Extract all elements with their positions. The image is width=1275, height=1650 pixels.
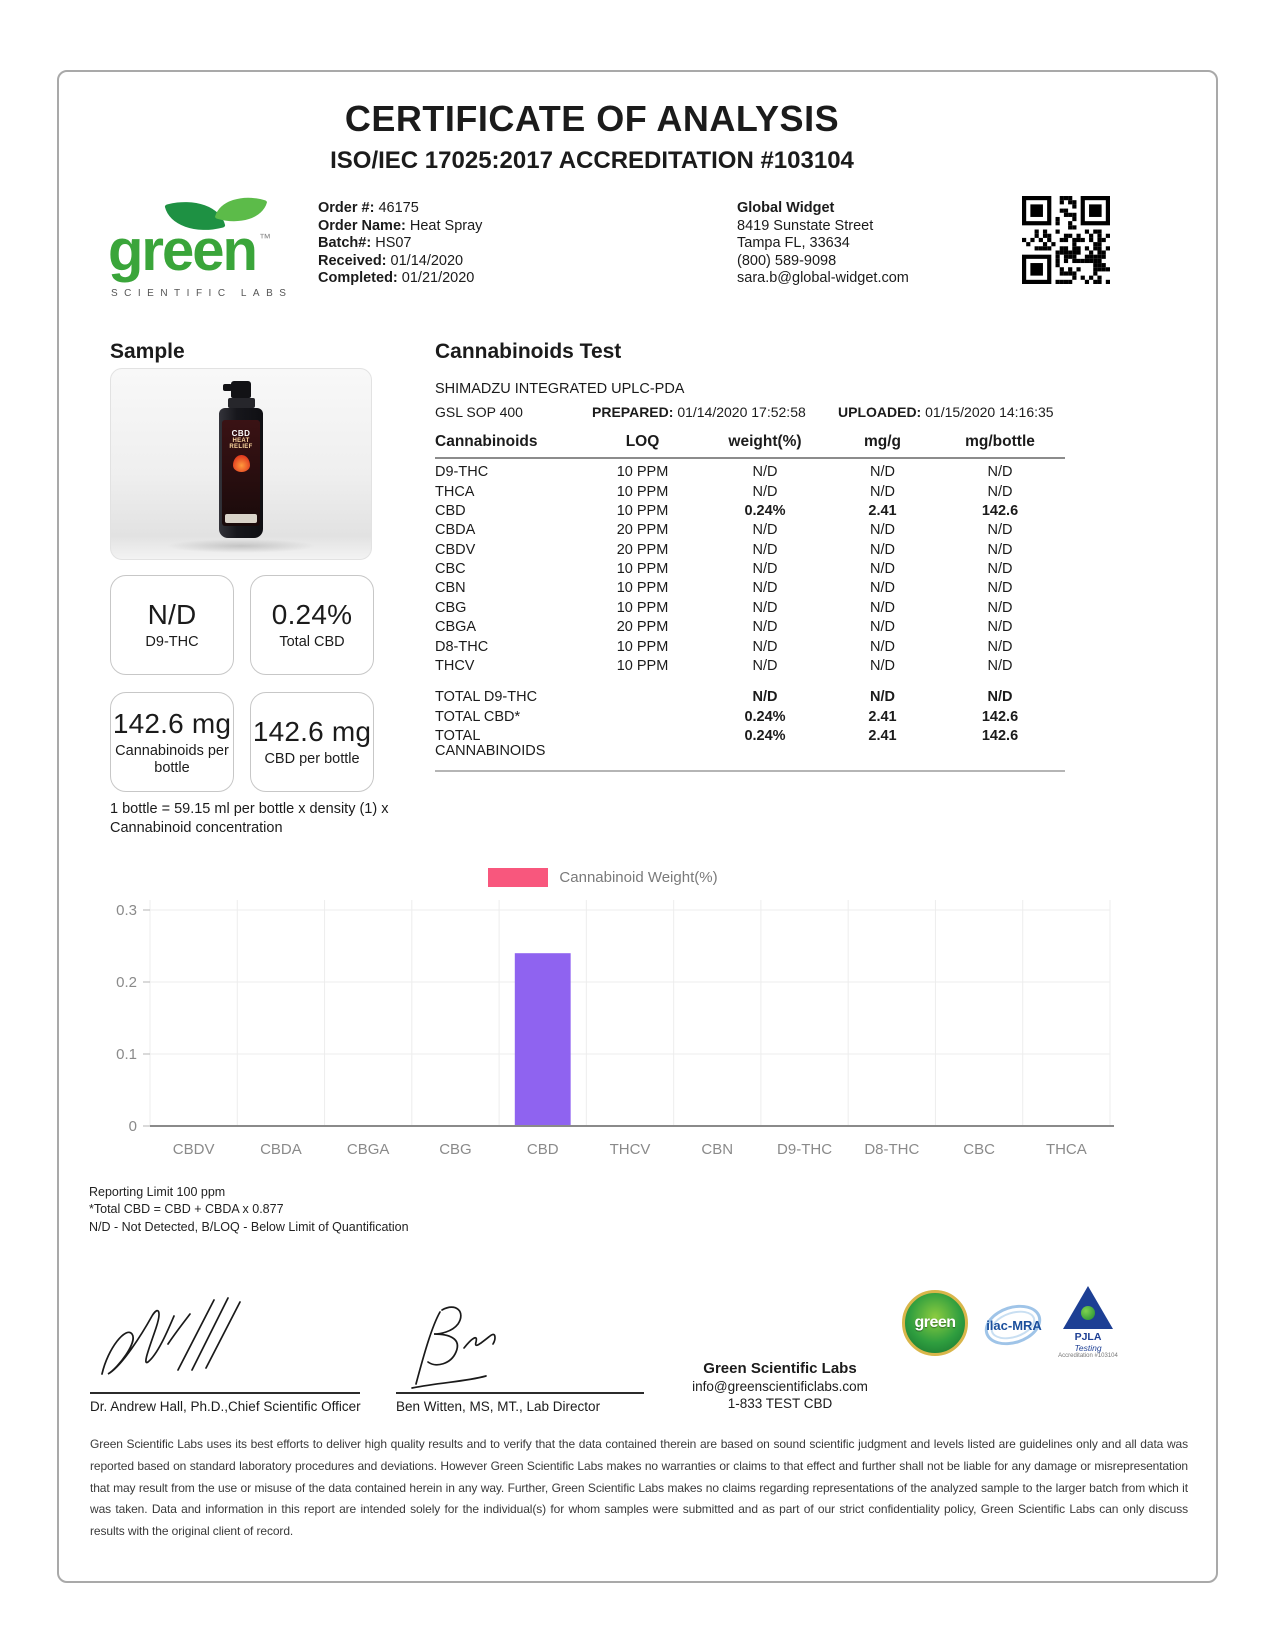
client-info-line: (800) 589-9098: [737, 252, 837, 269]
signature-line: [90, 1392, 360, 1394]
table-total-row: [435, 708, 1065, 727]
column-header: LOQ: [625, 433, 660, 450]
analyte-name: CBGA: [435, 619, 477, 636]
order-info-label: Received:: [318, 252, 387, 269]
total-mg-per-bottle: N/D: [987, 689, 1013, 706]
table-total-row: [435, 688, 1065, 707]
mg-per-g: N/D: [870, 464, 895, 481]
summary-value: N/D: [147, 599, 197, 630]
order-info-value: Heat Spray: [409, 217, 483, 234]
signature-ben-witten: [398, 1298, 528, 1394]
loq-value: 10 PPM: [616, 657, 669, 674]
mg-per-g: N/D: [870, 561, 895, 578]
bottle-label-line2: HEAT RELIEF: [229, 438, 253, 450]
summary-box: [110, 575, 234, 675]
mg-per-bottle: N/D: [987, 638, 1013, 655]
order-info-line: [318, 270, 482, 288]
table-row: [435, 637, 1065, 656]
svg-text:CBD: CBD: [526, 1141, 559, 1158]
weight-percent: N/D: [752, 619, 778, 636]
cannabinoid-weight-chart: [88, 866, 1118, 1166]
total-mg-per-g: 2.41: [868, 728, 897, 745]
instrument-name: SHIMADZU INTEGRATED UPLC-PDA: [435, 381, 685, 397]
order-info-line: [318, 200, 482, 218]
report-notes: [89, 1184, 409, 1236]
mg-per-g: N/D: [870, 657, 895, 674]
summary-value: 0.24%: [271, 599, 353, 630]
order-info-label: Order Name:: [318, 217, 406, 234]
lab-email: info@greenscientificlabs.com: [692, 1378, 868, 1394]
test-section-heading: Cannabinoids Test: [435, 340, 622, 363]
table-row: [435, 521, 1065, 540]
mg-per-g: N/D: [870, 619, 895, 636]
lab-contact-info: [652, 1360, 908, 1413]
qr-code: [1022, 196, 1110, 284]
mg-per-g: N/D: [870, 638, 895, 655]
client-info-line: sara.b@global-widget.com: [737, 270, 909, 286]
accreditation-subtitle: ISO/IEC 17025:2017 ACCREDITATION #103104: [330, 147, 854, 174]
table-row: [435, 502, 1065, 521]
svg-text:0: 0: [128, 1118, 137, 1135]
green-seal-text: green: [914, 1314, 956, 1331]
loq-value: 10 PPM: [616, 599, 669, 616]
weight-percent: N/D: [752, 657, 778, 674]
svg-text:CBDA: CBDA: [260, 1141, 302, 1158]
accreditation-badges: [902, 1286, 1117, 1366]
flame-icon: [233, 455, 250, 472]
summary-box: [250, 692, 374, 792]
sample-section-heading: Sample: [110, 340, 185, 363]
signatory-title: Dr. Andrew Hall, Ph.D.,Chief Scientific Officer: [90, 1399, 361, 1414]
logo-text: green: [108, 218, 256, 283]
report-note-line: N/D - Not Detected, B/LOQ - Below Limit of Quantification: [89, 1219, 409, 1234]
mg-per-g: N/D: [870, 541, 895, 558]
bar-chart: [88, 896, 1118, 1166]
client-name: Global Widget: [737, 200, 835, 216]
mg-per-bottle: N/D: [987, 580, 1013, 597]
svg-text:CBGA: CBGA: [346, 1141, 390, 1158]
loq-value: 10 PPM: [616, 483, 669, 500]
weight-percent: 0.24%: [744, 502, 786, 519]
weight-percent: N/D: [752, 561, 778, 578]
svg-text:D9-THC: D9-THC: [777, 1141, 833, 1158]
test-meta-row: [435, 404, 1065, 420]
weight-percent: N/D: [752, 638, 778, 655]
ilac-mra-text: ilac-MRA: [986, 1318, 1042, 1333]
sop-reference: GSL SOP 400: [435, 404, 523, 420]
analyte-name: CBDV: [435, 541, 476, 558]
signatory-title: Ben Witten, MS, MT., Lab Director: [396, 1399, 601, 1414]
table-row: [435, 482, 1065, 501]
prepared-value: 01/14/2020 17:52:58: [677, 404, 806, 420]
order-info: [318, 200, 482, 288]
order-info-label: Completed:: [318, 270, 398, 286]
report-note-line: *Total CBD = CBD + CBDA x 0.877: [89, 1202, 284, 1217]
order-info-value: 01/14/2020: [390, 252, 464, 269]
ilac-mra-badge: [978, 1302, 1050, 1350]
total-mg-per-g: 2.41: [868, 708, 897, 725]
column-header: weight(%): [728, 433, 802, 450]
spray-nozzle: [231, 381, 251, 398]
order-info-line: [318, 253, 482, 271]
svg-text:0.1: 0.1: [116, 1046, 137, 1063]
analyte-name: THCA: [435, 483, 475, 500]
green-scientific-labs-logo: [108, 198, 323, 302]
weight-percent: N/D: [752, 599, 778, 616]
analyte-name: THCV: [435, 657, 475, 674]
analyte-name: CBD: [435, 502, 466, 519]
svg-text:CBG: CBG: [439, 1141, 472, 1158]
weight-percent: N/D: [752, 464, 778, 481]
green-seal-badge: [902, 1290, 968, 1356]
total-weight-percent: 0.24%: [744, 728, 786, 745]
bottle-label: [222, 420, 260, 526]
analyte-name: CBDA: [435, 522, 476, 539]
legend-label: Cannabinoid Weight(%): [559, 868, 718, 886]
summary-label: D9-THC: [145, 634, 199, 650]
prepared-label: PREPARED:: [592, 404, 674, 420]
bottle-label-line1: CBD: [231, 429, 251, 438]
column-header: Cannabinoids: [435, 433, 538, 450]
bottle-calculation-note: 1 bottle = 59.15 ml per bottle x density (1) x Cannabinoid concentration: [110, 801, 389, 836]
client-info-line: 8419 Sunstate Street: [737, 217, 874, 234]
order-info-label: Order #:: [318, 200, 375, 216]
sample-photo: [110, 368, 372, 560]
loq-value: 20 PPM: [616, 541, 669, 558]
weight-percent: N/D: [752, 522, 778, 539]
chart-legend: [88, 866, 1118, 888]
order-info-value: HS07: [375, 235, 412, 251]
table-row: [435, 560, 1065, 579]
table-row: [435, 657, 1065, 676]
uploaded-timestamp: [838, 404, 1054, 420]
legend-swatch: [488, 868, 548, 887]
table-header-row: [435, 433, 1065, 459]
total-loq-empty: [585, 729, 700, 759]
table-row: [435, 579, 1065, 598]
mg-per-bottle: N/D: [987, 522, 1013, 539]
total-weight-percent: 0.24%: [744, 708, 786, 725]
mg-per-bottle: N/D: [987, 599, 1013, 616]
mg-per-bottle: N/D: [987, 561, 1013, 578]
bottle-label-band: [225, 514, 257, 523]
total-loq-empty: [585, 690, 700, 705]
globe-icon: [1081, 1306, 1095, 1320]
svg-text:0.3: 0.3: [116, 902, 137, 919]
total-weight-percent: N/D: [752, 689, 778, 706]
pjla-triangle-icon: [1063, 1286, 1113, 1329]
signature-andrew-hall: [92, 1282, 252, 1394]
mg-per-bottle: N/D: [987, 657, 1013, 674]
svg-text:0.2: 0.2: [116, 974, 137, 991]
client-info: [737, 200, 909, 288]
order-info-value: 46175: [378, 200, 419, 216]
analyte-name: D8-THC: [435, 638, 489, 655]
summary-boxes: [110, 575, 376, 792]
pjla-subtitle: Testing: [1074, 1343, 1102, 1353]
total-mg-per-bottle: 142.6: [981, 728, 1019, 745]
svg-text:D8-THC: D8-THC: [864, 1141, 920, 1158]
summary-label: CBD per bottle: [264, 751, 360, 767]
logo-tagline: SCIENTIFIC LABS: [111, 288, 293, 299]
svg-text:CBN: CBN: [701, 1141, 734, 1158]
spray-bottle: [218, 381, 264, 546]
mg-per-g: N/D: [870, 483, 895, 500]
column-header: mg/bottle: [965, 433, 1035, 450]
lab-phone: 1-833 TEST CBD: [727, 1396, 833, 1411]
trademark-symbol: ™: [258, 231, 271, 245]
total-mg-per-g: N/D: [870, 689, 895, 706]
analyte-name: CBC: [435, 561, 466, 578]
cannabinoids-table: [435, 433, 1065, 772]
page-title: CERTIFICATE OF ANALYSIS: [344, 98, 840, 139]
summary-label: Total CBD: [279, 634, 345, 650]
mg-per-bottle: N/D: [987, 619, 1013, 636]
order-info-value: 01/21/2020: [401, 270, 475, 286]
mg-per-g: N/D: [870, 522, 895, 539]
pjla-name: PJLA: [1074, 1331, 1102, 1343]
loq-value: 10 PPM: [616, 502, 669, 519]
total-name: TOTAL CBD*: [435, 708, 521, 725]
analyte-name: D9-THC: [435, 464, 489, 481]
summary-box: [250, 575, 374, 675]
order-info-label: Batch#:: [318, 235, 372, 251]
weight-percent: N/D: [752, 580, 778, 597]
summary-box: [110, 692, 234, 792]
mg-per-bottle: 142.6: [981, 502, 1019, 519]
weight-percent: N/D: [752, 541, 778, 558]
loq-value: 10 PPM: [616, 464, 669, 481]
analyte-name: CBN: [435, 580, 466, 597]
table-row: [435, 599, 1065, 618]
mg-per-g: N/D: [870, 599, 895, 616]
order-info-line: [318, 218, 482, 236]
pjla-accreditation: Accreditation #103104: [1058, 1353, 1118, 1359]
total-loq-empty: [585, 710, 700, 725]
uploaded-value: 01/15/2020 14:16:35: [925, 404, 1054, 420]
table-total-row: [435, 727, 1065, 761]
client-info-line: Tampa FL, 33634: [737, 235, 850, 251]
loq-value: 10 PPM: [616, 638, 669, 655]
cannabinoids-test-section: [435, 340, 1065, 772]
document-header: [57, 98, 1127, 175]
mg-per-g: N/D: [870, 580, 895, 597]
total-name: TOTAL D9-THC: [435, 689, 538, 706]
loq-value: 10 PPM: [616, 580, 669, 597]
order-info-line: [318, 235, 482, 253]
loq-value: 10 PPM: [616, 561, 669, 578]
table-row: [435, 541, 1065, 560]
svg-text:CBC: CBC: [963, 1141, 995, 1158]
analyte-name: CBG: [435, 599, 467, 616]
mg-per-bottle: N/D: [987, 483, 1013, 500]
total-mg-per-bottle: 142.6: [981, 708, 1019, 725]
total-name: TOTAL CANNABINOIDS: [435, 728, 546, 760]
table-row: [435, 618, 1065, 637]
report-note-line: Reporting Limit 100 ppm: [89, 1185, 226, 1199]
bottle-body: [219, 408, 263, 538]
svg-text:THCV: THCV: [609, 1141, 651, 1158]
prepared-timestamp: [592, 404, 838, 420]
mg-per-bottle: N/D: [987, 541, 1013, 558]
signature-line: [396, 1392, 644, 1394]
weight-percent: N/D: [752, 483, 778, 500]
svg-text:THCA: THCA: [1045, 1141, 1087, 1158]
bottle-cap: [228, 398, 255, 408]
loq-value: 20 PPM: [616, 522, 669, 539]
uploaded-label: UPLOADED:: [838, 404, 922, 420]
legal-disclaimer: Green Scientific Labs uses its best efforts to deliver high quality results and to verify that the data contained therein are based on sound scientific judgment and levels listed are guidelines only and all data was reported based on standard laboratory procedures and deviations. However Green Scientific Labs makes no warranties or claims to that effect and further shall not be liable for any damage or misrepresentation that may result from the use or misuse of the data contained herein in any way. Further, Green Scientific Labs makes no claims regarding representations of the analyzed sample to the larger batch from which it was taken. Data and information in this report are intended solely for the individual(s) for whom samples were submitted and as part of our strict confidentiality policy, Green Scientific Labs can only discuss results with the original client of record.: [90, 1437, 1188, 1539]
summary-value: 142.6 mg: [112, 707, 232, 739]
mg-per-bottle: N/D: [987, 464, 1013, 481]
logo-wordmark: [108, 218, 271, 283]
mg-per-g: 2.41: [868, 502, 897, 519]
column-header: mg/g: [863, 433, 902, 450]
summary-value: 142.6 mg: [252, 716, 372, 747]
svg-text:CBDV: CBDV: [172, 1141, 215, 1158]
summary-label: Cannabinoids per bottle: [115, 742, 229, 776]
table-row: [435, 463, 1065, 482]
lab-name: Green Scientific Labs: [703, 1360, 857, 1377]
pjla-badge: [1058, 1286, 1118, 1359]
loq-value: 20 PPM: [616, 619, 669, 636]
